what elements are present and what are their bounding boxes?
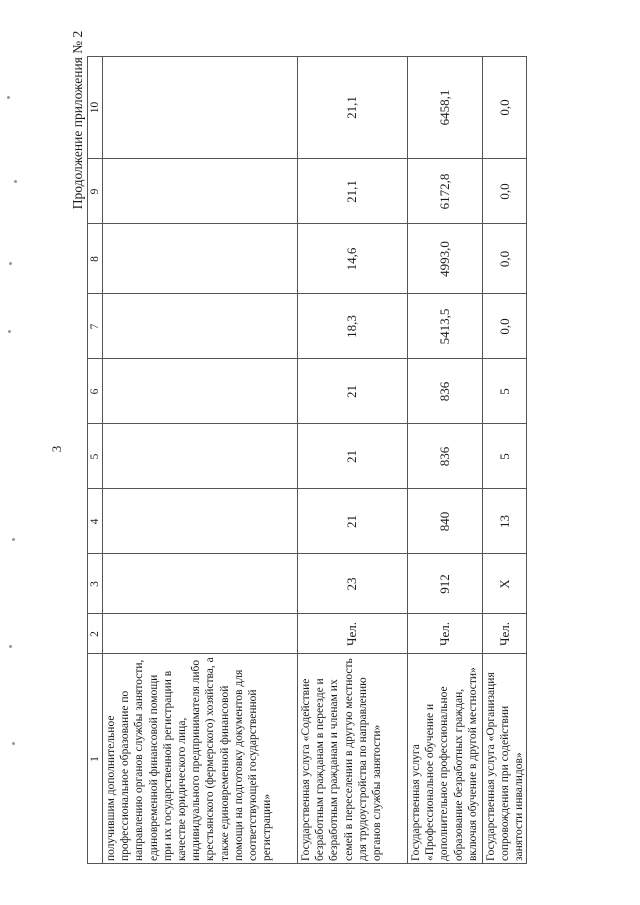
- table-cell: [102, 359, 297, 424]
- table-cell: 836: [436, 446, 452, 467]
- column-header: 10: [88, 101, 101, 114]
- table-cell: 836: [436, 381, 452, 402]
- table-cell: 21,1: [344, 180, 359, 203]
- scan-speck: [9, 645, 12, 648]
- table-cell: [102, 424, 297, 489]
- table-cell: 23: [344, 577, 359, 591]
- table-cell: 5413,5: [436, 308, 452, 345]
- table-cell: Чел.: [496, 622, 512, 646]
- table-cell: 21: [344, 450, 359, 463]
- table-cell: 912: [436, 574, 452, 594]
- table-cell: Х: [496, 579, 512, 589]
- table-cell: [102, 56, 297, 159]
- table-cell: [102, 489, 297, 554]
- column-header: 6: [88, 388, 101, 395]
- table-cell: 21: [344, 515, 359, 528]
- table-cell: 13: [496, 515, 512, 528]
- table-cell: [102, 614, 297, 654]
- table-cell: 0,0: [496, 318, 512, 335]
- table-cell: 21: [344, 385, 359, 398]
- column-header: 8: [88, 256, 101, 262]
- table-cell: Чел.: [344, 622, 359, 646]
- service-name: Государственная услуга «Профессиональное обучение и дополнительное профессиональное образование безработных граждан, включая обучение в другой местности»: [410, 667, 479, 861]
- table-cell: 5: [496, 388, 512, 395]
- table-cell: [102, 554, 297, 614]
- page-number: 3: [49, 445, 64, 453]
- table-cell: [102, 224, 297, 294]
- table-cell: 0,0: [496, 99, 512, 116]
- column-header: 4: [88, 518, 101, 525]
- table-cell: 14,6: [344, 247, 359, 271]
- table-cell: 6172,8: [436, 173, 452, 210]
- service-name: Государственная услуга «Содействие безработным гражданам в переезде и безработным гражданам и членам их семей в переселении в другую местность для трудоустройства по направлению органов службы занятости»: [300, 658, 384, 861]
- data-table: [87, 56, 527, 864]
- service-name: получившим дополнительное профессиональное образование по направлению органов службы занятости, единовременной финансовой помощи при их государственной регистрации в качестве юридического лица, индивидуального предпринимателя либо крестьянского (фермерского) хозяйства, а также единовременной финансовой помощи на подготовку документов для соответствующей государственной регистрации»: [105, 657, 274, 861]
- table-grid: [87, 56, 527, 864]
- table-cell: 5: [496, 453, 512, 460]
- scan-speck: [8, 330, 11, 333]
- column-header: 7: [88, 323, 101, 330]
- table-cell: 21,1: [344, 96, 359, 119]
- scan-speck: [7, 96, 10, 99]
- column-header: 3: [88, 581, 101, 587]
- table-cell: [102, 159, 297, 224]
- table-cell: 18,3: [344, 315, 359, 338]
- column-header: 1: [88, 756, 101, 762]
- scan-speck: [14, 180, 17, 183]
- table-cell: 0,0: [496, 183, 512, 200]
- table-cell: 840: [436, 511, 452, 532]
- table-cell: [102, 294, 297, 359]
- scan-speck: [9, 262, 12, 265]
- table-cell: 6458,1: [436, 89, 452, 126]
- scan-speck: [12, 742, 15, 745]
- table-cell: Чел.: [436, 622, 452, 646]
- column-header: 5: [88, 453, 101, 460]
- column-header: 2: [88, 631, 101, 637]
- scan-speck: [12, 538, 15, 541]
- appendix-title: Продолжение приложения № 2: [70, 30, 85, 210]
- table-cell: 4993,0: [436, 241, 452, 277]
- column-header: 9: [88, 188, 101, 195]
- table-cell: 0,0: [496, 250, 512, 268]
- service-name: Государственная услуга «Организация сопровождения при содействии занятости инвалидов»: [485, 672, 526, 861]
